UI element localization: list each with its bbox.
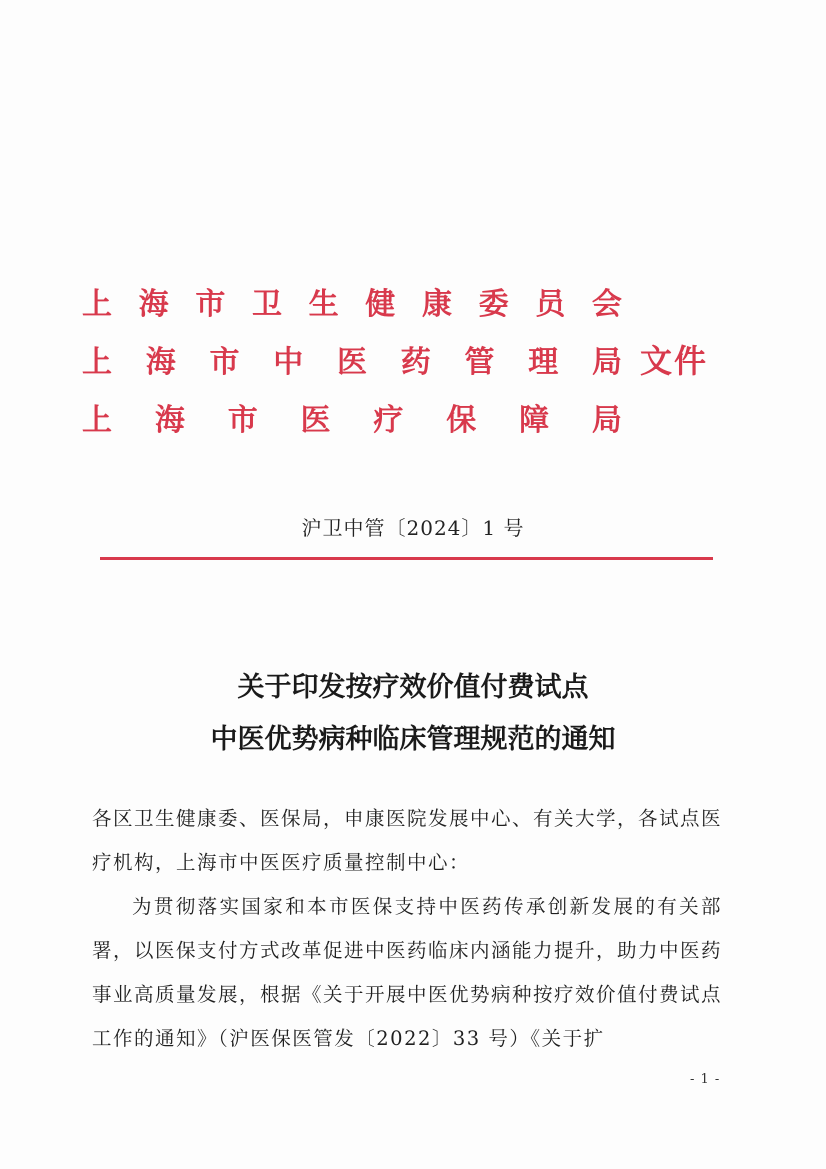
page-number: - 1 - xyxy=(690,1072,721,1087)
document-type-label: 文件 xyxy=(640,342,709,380)
title-line-2: 中医优势病种临床管理规范的通知 xyxy=(210,724,616,755)
issuing-authorities xyxy=(82,282,622,456)
document-body xyxy=(92,797,722,1061)
addressee: 各区卫生健康委、医保局，申康医院发展中心、有关大学，各试点医疗机构，上海市中医医疗质量控制中心： xyxy=(92,807,723,874)
issuer-tcm-administration: 上 海 市 中 医 药 管 理 局 xyxy=(82,345,622,380)
body-paragraph: 为贯彻落实国家和本市医保支持中医药传承创新发展的有关部署，以医保支付方式改革促进中医药临床内涵能力提升，助力中医药事业高质量发展，根据《关于开展中医优势病种按疗效价值付费试点工作的通知》（沪医保医管发〔2022〕33 号）《关于扩 xyxy=(92,895,723,1050)
issuer-health-commission: 上 海 市 卫 生 健 康 委 员 会 xyxy=(82,287,622,322)
title-line-1: 关于印发按疗效价值付费试点 xyxy=(237,672,589,703)
issuer-healthcare-security: 上 海 市 医 疗 保 障 局 xyxy=(82,403,622,438)
document-title xyxy=(0,662,826,766)
document-number: 沪卫中管〔2024〕1 号 xyxy=(301,516,525,540)
red-divider xyxy=(100,557,713,560)
